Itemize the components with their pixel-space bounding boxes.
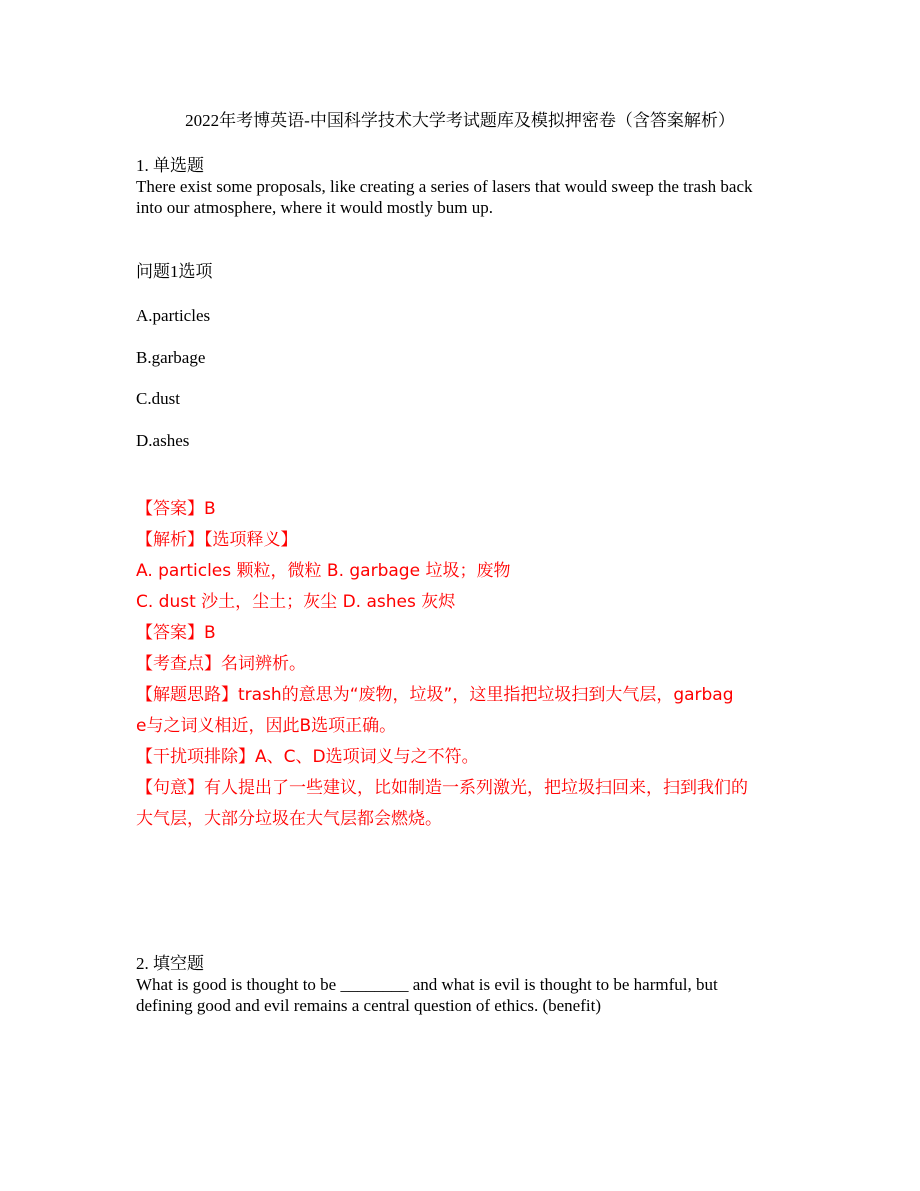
- question-2-heading: 2. 填空题: [136, 954, 204, 973]
- analysis-line: C. dust 沙土，尘土；灰尘 D. ashes 灰烬: [136, 592, 456, 612]
- analysis-line: A. particles 颗粒，微粒 B. garbage 垃圾；废物: [136, 561, 511, 581]
- question-2-text: What is good is thought to be ________ and what is evil is thought to be harmful, but defining good and evil remains a central question of ethics. (benefit): [136, 975, 718, 1015]
- document-title: 2022年考博英语-中国科学技术大学考试题库及模拟押密卷（含答案解析）: [185, 111, 735, 130]
- analysis-line: 【答案】B: [136, 499, 216, 519]
- analysis-line: e与之词义相近，因此B选项正确。: [136, 716, 397, 736]
- question-1-analysis: [136, 497, 788, 838]
- analysis-line: 大气层，大部分垃圾在大气层都会燃烧。: [136, 809, 442, 829]
- option-b: B.garbage: [136, 348, 206, 367]
- question-1: [136, 155, 776, 218]
- option-d: D.ashes: [136, 431, 190, 450]
- analysis-line: 【考查点】名词辨析。: [136, 654, 306, 674]
- analysis-line: 【解题思路】trash的意思为“废物，垃圾”，这里指把垃圾扫到大气层，garbag: [136, 685, 734, 705]
- analysis-line: 【解析】【选项释义】: [136, 530, 298, 550]
- analysis-line: 【句意】有人提出了一些建议，比如制造一系列激光，把垃圾扫回来，扫到我们的: [136, 778, 748, 798]
- analysis-line: 【答案】B: [136, 623, 216, 643]
- option-a: A.particles: [136, 306, 211, 325]
- question-1-options-label: 问题1选项: [136, 262, 213, 281]
- question-2: [136, 953, 776, 1016]
- analysis-line: 【干扰项排除】A、C、D选项词义与之不符。: [136, 747, 479, 767]
- question-1-text: There exist some proposals, like creating a series of lasers that would sweep the trash back into our atmosphere, where it would mostly bum up.: [136, 177, 753, 217]
- question-1-heading: 1. 单选题: [136, 156, 204, 175]
- option-c: C.dust: [136, 389, 180, 408]
